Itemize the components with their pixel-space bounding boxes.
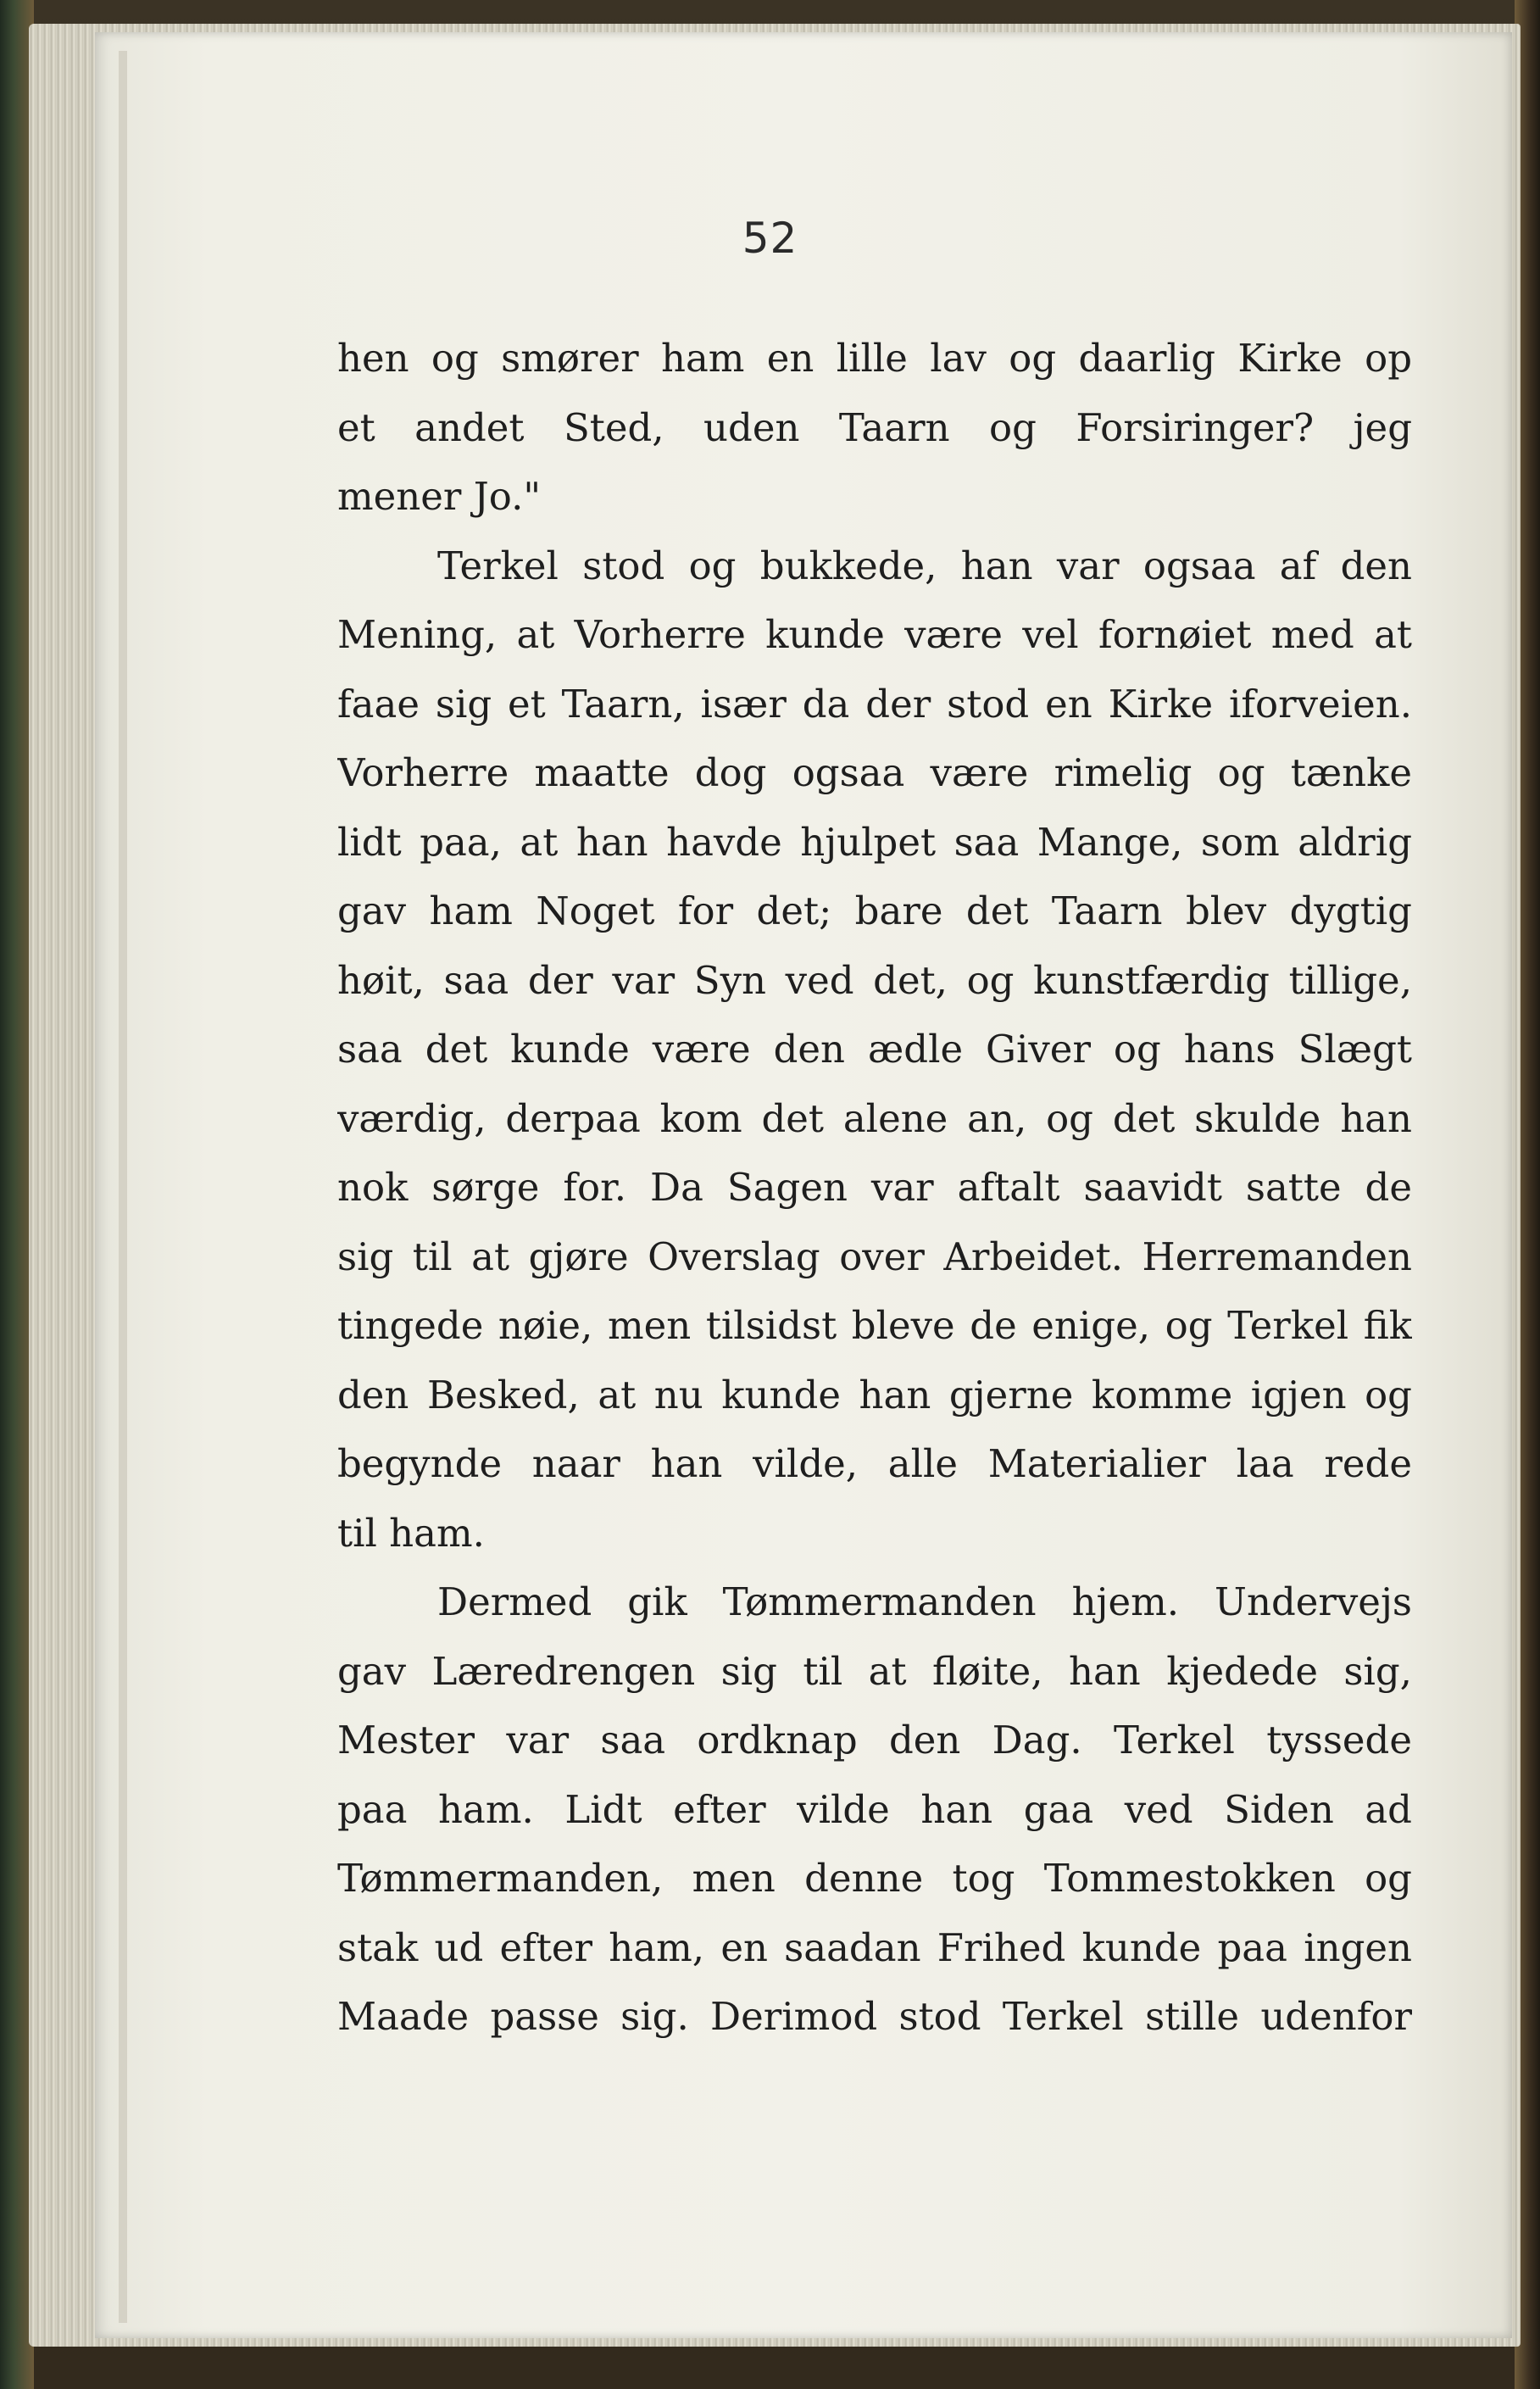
text-line: saa det kunde være den ædle Giver og hans Slægt [337, 1027, 1412, 1072]
text-line: et andet Sted, uden Taarn og Forsiringer? jeg [337, 404, 1412, 450]
text-line: sig til at gjøre Overslag over Arbeidet. Herremanden [337, 1233, 1412, 1279]
text-line: stak ud efter ham, en saadan Frihed kunde paa ingen [337, 1924, 1412, 1970]
body-text [337, 324, 1412, 2052]
text-line: høit, saa der var Syn ved det, og kunstfærdig tillige, [337, 957, 1412, 1003]
text-line: til ham. [337, 1510, 485, 1556]
text-line: værdig, derpaa kom det alene an, og det skulde han [337, 1095, 1412, 1141]
text-line: Mening, at Vorherre kunde være vel fornøiet med at [337, 612, 1412, 657]
text-line: faae sig et Taarn, især da der stod en Kirke iforveien. [337, 681, 1412, 727]
text-line: lidt paa, at han havde hjulpet saa Mange, som aldrig [337, 819, 1412, 865]
text-line: Tømmermanden, men denne tog Tommestokken og [337, 1856, 1412, 1901]
text-line: begynde naar han vilde, alle Materialier laa rede [337, 1441, 1412, 1486]
text-line: Terkel stod og bukkede, han var ogsaa af den [437, 543, 1412, 588]
text-line: hen og smører ham en lille lav og daarlig Kirke op [337, 336, 1412, 381]
text-line: den Besked, at nu kunde han gjerne komme igjen og [337, 1372, 1412, 1417]
text-line: Mester var saa ordknap den Dag. Terkel tyssede [337, 1718, 1412, 1763]
text-line: nok sørge for. Da Sagen var aftalt saavidt satte de [337, 1165, 1412, 1210]
page-gutter [119, 51, 127, 2323]
text-line: Maade passe sig. Derimod stod Terkel stille udenfor [337, 1994, 1412, 2039]
text-line: tingede nøie, men tilsidst bleve de enige, og Terkel fik [337, 1303, 1412, 1348]
text-line: gav Læredrengen sig til at fløite, han kjedede sig, [337, 1648, 1412, 1694]
text-line: Dermed gik Tømmermanden hjem. Undervejs [437, 1579, 1412, 1624]
text-line: mener Jo." [337, 474, 542, 519]
text-line: Vorherre maatte dog ogsaa være rimelig og tænke [337, 750, 1412, 795]
page-number: 52 [742, 214, 798, 263]
text-line: paa ham. Lidt efter vilde han gaa ved Siden ad [337, 1786, 1412, 1832]
text-line: gav ham Noget for det; bare det Taarn blev dygtig [337, 888, 1412, 933]
